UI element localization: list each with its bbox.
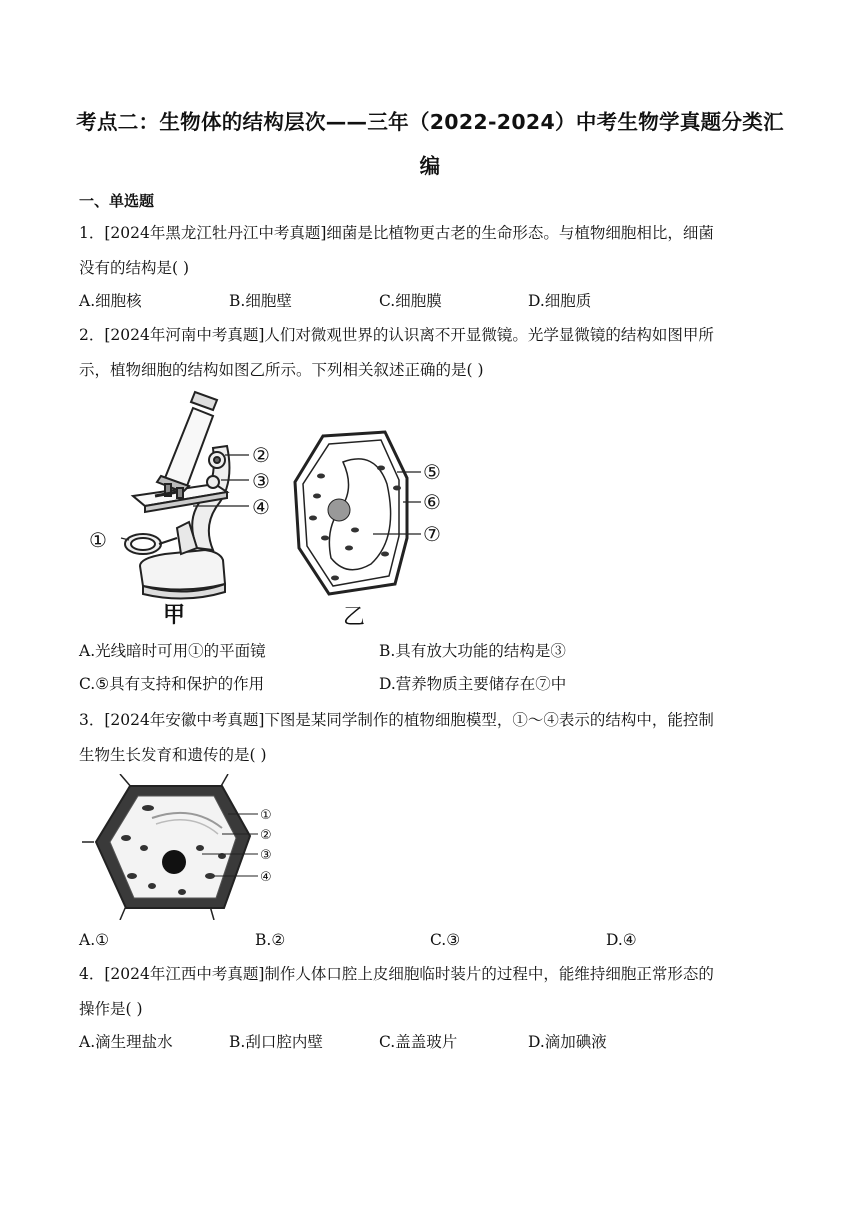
question-3-line-1: 3．[2024年安徽中考真题]下图是某同学制作的植物细胞模型，①～④表示的结构中，能控制 xyxy=(79,711,714,729)
question-1-options xyxy=(79,286,779,316)
option-d: D.细胞质 xyxy=(528,292,592,310)
option-c: C.细胞膜 xyxy=(379,292,442,310)
option-b: B.具有放大功能的结构是③ xyxy=(379,642,566,660)
option-d: D.营养物质主要储存在⑦中 xyxy=(379,675,567,693)
option-c: C.盖盖玻片 xyxy=(379,1033,458,1051)
option-c: C.⑤具有支持和保护的作用 xyxy=(79,675,265,693)
question-2-line-1: 2．[2024年河南中考真题]人们对微观世界的认识离不开显微镜。光学显微镜的结构如图甲所 xyxy=(79,326,714,344)
title-line-2: 编 xyxy=(419,154,441,178)
question-4-options xyxy=(79,1027,779,1057)
label-3: ③ xyxy=(252,469,270,493)
model-label-4: ④ xyxy=(260,870,272,885)
caption-right: 乙 xyxy=(343,605,366,630)
question-2-options-row-1 xyxy=(79,636,779,666)
document-title xyxy=(40,100,820,188)
question-3-line-2: 生物生长发育和遗传的是( ) xyxy=(79,746,267,764)
model-label-1: ① xyxy=(260,808,272,823)
option-a: A.细胞核 xyxy=(79,292,142,310)
option-a: A.① xyxy=(79,931,110,949)
question-2 xyxy=(79,318,779,388)
model-label-3: ③ xyxy=(260,848,272,863)
question-1-line-1: 1．[2024年黑龙江牡丹江中考真题]细菌是比植物更古老的生命形态。与植物细胞相比，细菌 xyxy=(79,224,714,242)
title-line-1: 考点二：生物体的结构层次——三年（2022-2024）中考生物学真题分类汇 xyxy=(76,110,784,134)
option-d: D.滴加碘液 xyxy=(528,1033,607,1051)
caption-left: 甲 xyxy=(163,603,186,628)
microscope-drawing xyxy=(125,392,229,599)
microscope-and-plant-cell-figure xyxy=(85,388,455,630)
option-c: C.③ xyxy=(430,931,461,949)
label-1: ① xyxy=(89,528,107,552)
question-1 xyxy=(79,216,779,286)
label-6: ⑥ xyxy=(423,490,441,514)
model-label-2: ② xyxy=(260,828,272,843)
question-4-line-2: 操作是( ) xyxy=(79,1000,143,1018)
question-4-line-1: 4．[2024年江西中考真题]制作人体口腔上皮细胞临时装片的过程中，能维持细胞正常形态的 xyxy=(79,965,714,983)
question-1-line-2: 没有的结构是( ) xyxy=(79,259,190,277)
option-b: B.刮口腔内壁 xyxy=(229,1033,323,1051)
question-2-line-2: 示，植物细胞的结构如图乙所示。下列相关叙述正确的是( ) xyxy=(79,361,484,379)
question-3-options xyxy=(79,925,779,955)
label-2: ② xyxy=(252,443,270,467)
option-a: A.滴生理盐水 xyxy=(79,1033,173,1051)
question-4 xyxy=(79,957,779,1027)
option-a: A.光线暗时可用①的平面镜 xyxy=(79,642,266,660)
label-5: ⑤ xyxy=(423,460,441,484)
question-2-options-row-2 xyxy=(79,669,779,699)
label-4: ④ xyxy=(252,495,270,519)
label-7: ⑦ xyxy=(423,522,441,546)
question-3 xyxy=(79,703,779,773)
option-d: D.④ xyxy=(606,931,637,949)
option-b: B.② xyxy=(255,931,286,949)
section-heading: 一、单选题 xyxy=(79,192,155,210)
plant-cell-drawing xyxy=(295,432,441,630)
option-b: B.细胞壁 xyxy=(229,292,292,310)
plant-cell-model-figure xyxy=(82,774,302,920)
